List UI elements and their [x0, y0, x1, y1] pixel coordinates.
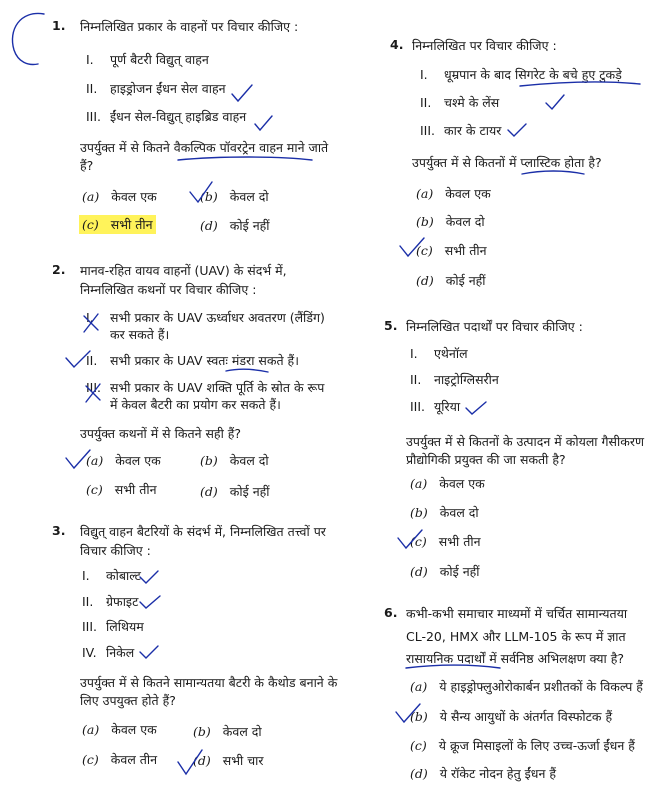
question-number: 5.: [384, 318, 398, 333]
option-c[interactable]: (c) सभी तीन: [410, 534, 481, 549]
underline-mark: [178, 157, 312, 160]
option-d[interactable]: (d) ये रॉकेट नोदन हेतु ईंधन हैं: [410, 766, 557, 781]
statement: I. पूर्ण बैटरी विद्युत् वाहन: [86, 52, 209, 67]
option-d[interactable]: (d) कोई नहीं: [410, 564, 480, 579]
question-stem: निम्नलिखित पदार्थों पर विचार कीजिए :: [406, 319, 583, 334]
statement: II. नाइट्रोग्लिसरीन: [410, 372, 499, 387]
question-stem: निम्नलिखित पर विचार कीजिए :: [412, 38, 557, 53]
question-query: उपर्युक्त में से कितने सामान्यतया बैटरी के कैथोड बनाने के: [80, 675, 338, 690]
check-mark: [255, 116, 272, 130]
question-stem: विचार कीजिए :: [80, 543, 151, 558]
option-c[interactable]: (c) सभी तीन: [86, 482, 157, 497]
question-stem: निम्नलिखित प्रकार के वाहनों पर विचार कीजिए :: [80, 19, 299, 34]
pen-arc-mark: [12, 13, 44, 64]
question-stem: निम्नलिखित कथनों पर विचार कीजिए :: [80, 282, 257, 297]
option-b[interactable]: (b) केवल दो: [200, 189, 269, 204]
question-query: उपर्युक्त कथनों में से कितने सही हैं?: [80, 426, 242, 441]
question-stem: CL-20, HMX और LLM-105 के रूप में ज्ञात: [406, 629, 626, 644]
statement: II. चश्मे के लेंस: [420, 95, 500, 110]
option-c[interactable]: (c) ये क्रूज मिसाइलों के लिए उच्च-ऊर्जा ईंधन हैं: [410, 738, 635, 753]
option-a[interactable]: (a) केवल एक: [86, 453, 161, 468]
question-stem: रासायनिक पदार्थों में सर्वनिष्ठ अभिलक्षण क्या है?: [406, 651, 625, 666]
question-query: उपर्युक्त में से कितने वैकल्पिक पॉवरट्रेन वाहन माने जाते: [80, 140, 329, 155]
statement: I. कोबाल्ट: [82, 568, 141, 583]
underline-mark: [522, 171, 584, 174]
option-b[interactable]: (b) केवल दो: [200, 453, 269, 468]
option-a[interactable]: (a) केवल एक: [416, 186, 491, 201]
statement: III. कार के टायर: [420, 123, 502, 138]
option-b[interactable]: (b) केवल दो: [416, 214, 485, 229]
question-number: 2.: [52, 262, 66, 277]
option-c[interactable]: (c) सभी तीन: [416, 243, 487, 258]
question-stem: विद्युत् वाहन बैटरियों के संदर्भ में, निम्नलिखित तत्त्वों पर: [80, 524, 326, 539]
question-query: उपर्युक्त में से कितनों में प्लास्टिक होता है?: [412, 155, 602, 170]
statement: III. सभी प्रकार के UAV शक्ति पूर्ति के स्रोत के रूप: [86, 380, 325, 395]
statement: II. ग्रेफाइट: [82, 594, 139, 609]
option-b[interactable]: (b) ये सैन्य आयुधों के अंतर्गत विस्फोटक हैं: [410, 709, 613, 724]
option-a[interactable]: (a) केवल एक: [82, 189, 157, 204]
option-c[interactable]: (c) केवल तीन: [82, 752, 158, 767]
question-stem: कभी-कभी समाचार माध्यमों में चर्चित सामान्यतया: [406, 606, 628, 621]
check-mark: [140, 596, 160, 608]
statement: II. सभी प्रकार के UAV स्वतः मंडरा सकते हैं।: [86, 353, 299, 368]
statement-continued: कर सकते हैं।: [110, 327, 170, 342]
question-number: 4.: [390, 37, 404, 52]
option-a[interactable]: (a) ये हाइड्रोफ्लुओरोकार्बन प्रशीतकों के विकल्प हैं: [410, 679, 643, 694]
option-d[interactable]: (d) सभी चार: [193, 753, 264, 768]
underline-mark: [226, 369, 268, 372]
statement: III. लिथियम: [82, 619, 144, 634]
statement: I. एथेनॉल: [410, 346, 468, 361]
question-query: प्रौद्योगिकी प्रयुक्त की जा सकती है?: [406, 452, 566, 467]
statement: I. धूम्रपान के बाद सिगरेट के बचे हुए टुकड़े: [420, 67, 622, 82]
check-mark: [508, 124, 526, 136]
option-b[interactable]: (b) केवल दो: [410, 505, 479, 520]
option-d[interactable]: (d) कोई नहीं: [416, 273, 486, 288]
check-mark: [232, 85, 252, 101]
check-mark: [546, 95, 564, 109]
question-number: 6.: [384, 605, 398, 620]
check-mark: [466, 402, 486, 414]
option-a[interactable]: (a) केवल एक: [82, 722, 157, 737]
question-number: 1.: [52, 18, 66, 33]
question-query: हैं?: [80, 158, 94, 173]
statement: IV. निकेल: [82, 645, 135, 660]
check-mark: [140, 571, 158, 583]
statement-continued: में केवल बैटरी का प्रयोग कर सकते हैं।: [110, 397, 281, 412]
check-mark: [140, 646, 158, 658]
option-b[interactable]: (b) केवल दो: [193, 724, 262, 739]
statement: III. यूरिया: [410, 399, 461, 414]
question-stem: मानव-रहित वायव वाहनों (UAV) के संदर्भ में,: [80, 263, 287, 278]
option-a[interactable]: (a) केवल एक: [410, 476, 485, 491]
statement: III. ईंधन सेल-विद्युत् हाइब्रिड वाहन: [86, 109, 247, 124]
option-d[interactable]: (d) कोई नहीं: [200, 484, 270, 499]
question-query: उपर्युक्त में से कितनों के उत्पादन में कोयला गैसीकरण: [406, 434, 644, 449]
statement: II. हाइड्रोजन ईंधन सेल वाहन: [86, 81, 226, 96]
question-number: 3.: [52, 523, 66, 538]
statement: I. सभी प्रकार के UAV ऊर्ध्वाधर अवतरण (लैंडिंग): [86, 310, 325, 325]
option-d[interactable]: (d) कोई नहीं: [200, 218, 270, 233]
question-query: लिए उपयुक्त होते हैं?: [80, 693, 176, 708]
option-c-highlighted[interactable]: (c) सभी तीन: [79, 215, 156, 234]
